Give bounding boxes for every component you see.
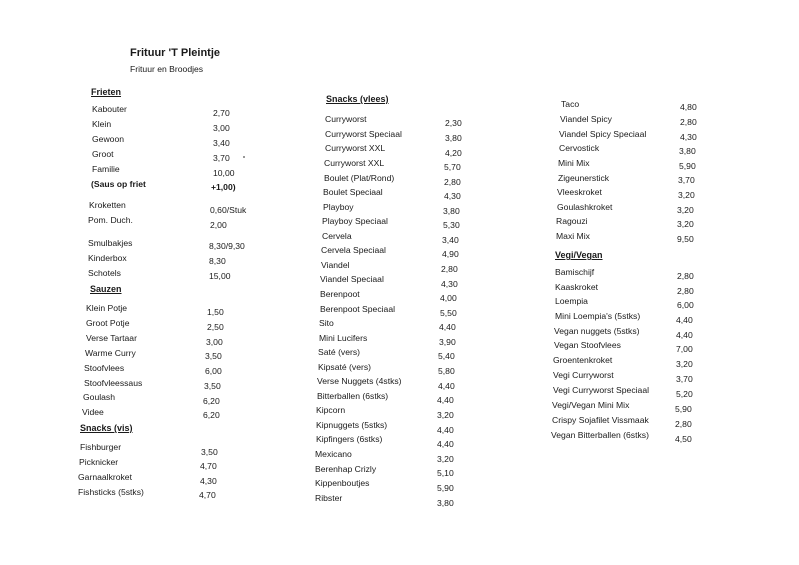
menu-item-price: 4,40 <box>437 439 454 449</box>
menu-item-price: 3,80 <box>679 146 696 156</box>
menu-item-price: 4,80 <box>680 102 697 112</box>
menu-item-price: 4,50 <box>675 434 692 444</box>
menu-item-name: Familie <box>92 164 120 174</box>
menu-item-price: 4,70 <box>199 490 216 500</box>
menu-item-name: Garnaalkroket <box>78 472 132 482</box>
menu-item-name: Ribster <box>315 493 343 503</box>
menu-item-name: Kippenboutjes <box>315 478 370 488</box>
menu-item-price: 3,00 <box>206 337 223 347</box>
menu-item-price: 3,20 <box>437 454 454 464</box>
menu-item-name: Gewoon <box>92 134 125 144</box>
section-heading-snacks-vis: Snacks (vis) <box>80 423 133 433</box>
menu-item-price: 4,40 <box>439 322 456 332</box>
menu-item-name: Bamischijf <box>555 267 595 277</box>
menu-item-name: Groot <box>92 149 114 159</box>
menu-item-price: 3,20 <box>677 205 694 215</box>
menu-item-price: 4,40 <box>437 395 454 405</box>
menu-item-price: 3,50 <box>201 447 218 457</box>
menu-item-name: Goulashkroket <box>557 202 613 212</box>
menu-item-price: 5,10 <box>437 468 454 478</box>
menu-item-price: 3,80 <box>443 206 460 216</box>
section-heading-snacks-vlees: Snacks (vlees) <box>326 94 389 104</box>
menu-item-price: 2,80 <box>441 264 458 274</box>
menu-item-price: 8,30 <box>209 256 226 266</box>
menu-item-price: 2,50 <box>207 322 224 332</box>
menu-item-name: Mini Mix <box>558 158 590 168</box>
menu-item-price: 2,30 <box>445 118 462 128</box>
menu-item-name: Fishburger <box>80 442 122 452</box>
menu-item-price: 2,00 <box>210 220 227 230</box>
menu-item-price: 4,40 <box>676 315 693 325</box>
menu-item-name: Kipfingers (6stks) <box>316 434 383 444</box>
menu-item-name: Loempia <box>555 296 588 306</box>
menu-item-name: Kipsaté (vers) <box>318 362 372 372</box>
menu-item-name: Curryworst XXL <box>325 143 386 153</box>
menu-item-price: 4,20 <box>445 148 462 158</box>
menu-item-price: 5,30 <box>443 220 460 230</box>
menu-item-name: Maxi Mix <box>556 231 590 241</box>
menu-item-name: Curryworst Speciaal <box>325 129 402 139</box>
menu-item-name: Cervela <box>322 231 352 241</box>
menu-item-name: Vegan Bitterballen (6stks) <box>551 430 649 440</box>
menu-item-price: 6,00 <box>205 366 222 376</box>
menu-item-price: 3,50 <box>204 381 221 391</box>
menu-item-price: 1,50 <box>207 307 224 317</box>
menu-item-name: Mini Lucifers <box>319 333 368 343</box>
menu-item-name: Kinderbox <box>88 253 127 263</box>
menu-item-name: Kipnuggets (5stks) <box>316 420 388 430</box>
menu-item-name: Curryworst XXL <box>324 158 385 168</box>
menu-item-price: 3,40 <box>442 235 459 245</box>
menu-item-name: Viandel <box>321 260 350 270</box>
menu-item-name: (Saus op friet <box>91 179 146 189</box>
menu-item-price: 3,90 <box>439 337 456 347</box>
menu-item-price: 3,70 <box>213 153 230 163</box>
menu-item-price: 5,90 <box>437 483 454 493</box>
menu-item-name: Kroketten <box>89 200 126 210</box>
menu-item-name: Mexicano <box>315 449 352 459</box>
menu-item-name: Klein <box>92 119 112 129</box>
menu-item-price: 5,90 <box>675 404 692 414</box>
menu-item-price: 4,40 <box>676 330 693 340</box>
menu-item-price: 2,80 <box>444 177 461 187</box>
menu-item-name: Saté (vers) <box>318 347 361 357</box>
menu-item-price: 6,00 <box>677 300 694 310</box>
menu-item-price: 3,20 <box>678 190 695 200</box>
menu-item-name: Boulet (Plat/Rond) <box>324 173 395 183</box>
menu-item-name: Mini Loempia's (5stks) <box>555 311 641 321</box>
menu-item-price: +1,00) <box>211 182 236 192</box>
menu-item-price: 9,50 <box>677 234 694 244</box>
menu-item-price: 6,20 <box>203 410 220 420</box>
menu-item-price: 3,40 <box>213 138 230 148</box>
menu-item-price: 2,80 <box>677 271 694 281</box>
menu-item-price: 4,30 <box>680 132 697 142</box>
section-heading-frieten: Frieten <box>91 87 122 97</box>
menu-item-price: 4,30 <box>444 191 461 201</box>
menu-item-name: Vleeskroket <box>557 187 602 197</box>
menu-item-name: Taco <box>561 99 580 109</box>
menu-item-name: Cervela Speciaal <box>321 245 386 255</box>
menu-item-name: Viandel Speciaal <box>320 274 384 284</box>
menu-item-price: 5,20 <box>676 389 693 399</box>
menu-item-price: 3,20 <box>676 359 693 369</box>
menu-item-price: 0,60/Stuk <box>210 205 247 215</box>
menu-item-price: 4,90 <box>442 249 459 259</box>
menu-item-price: 2,80 <box>677 286 694 296</box>
menu-item-name: Kaaskroket <box>555 282 598 292</box>
menu-item-price: 3,70 <box>678 175 695 185</box>
menu-item-price: 2,70 <box>213 108 230 118</box>
menu-item-name: Boulet Speciaal <box>323 187 383 197</box>
menu-item-name: Viandel Spicy <box>560 114 612 124</box>
menu-item-name: Viandel Spicy Speciaal <box>559 129 647 139</box>
menu-item-price: 5,50 <box>440 308 457 318</box>
menu-item-name: Verse Nuggets (4stks) <box>317 376 402 386</box>
menu-item-price: 3,00 <box>213 123 230 133</box>
page-title: Frituur 'T Pleintje <box>130 47 221 59</box>
menu-item-price: 2,80 <box>675 419 692 429</box>
menu-item-price: 3,50 <box>205 351 222 361</box>
menu-item-price: 7,00 <box>676 344 693 354</box>
scan-speck <box>243 156 245 158</box>
menu-item-price: 6,20 <box>203 396 220 406</box>
menu-item-name: Smulbakjes <box>88 238 133 248</box>
menu-item-name: Pom. Duch. <box>88 215 133 225</box>
menu-item-name: Sito <box>319 318 334 328</box>
menu-item-price: 4,30 <box>441 279 458 289</box>
menu-item-price: 3,20 <box>677 219 694 229</box>
menu-item-price: 5,80 <box>438 366 455 376</box>
menu-item-name: Fishsticks (5stks) <box>78 487 144 497</box>
menu-item-name: Groot Potje <box>86 318 130 328</box>
menu-item-price: 3,80 <box>437 498 454 508</box>
menu-item-name: Vegan Stoofvlees <box>554 340 621 350</box>
section-heading-vegi-vegan: Vegi/Vegan <box>555 250 603 260</box>
menu-item-price: 5,40 <box>438 351 455 361</box>
menu-item-price: 4,00 <box>440 293 457 303</box>
menu-item-name: Picknicker <box>79 457 119 467</box>
menu-item-price: 4,40 <box>438 381 455 391</box>
menu-item-price: 2,80 <box>680 117 697 127</box>
menu-item-name: Stoofvlees <box>84 363 125 373</box>
menu-item-price: 4,30 <box>200 476 217 486</box>
menu-item-name: Ragouzi <box>556 216 588 226</box>
menu-item-name: Berenpoot <box>320 289 360 299</box>
menu-item-name: Zigeunerstick <box>558 173 610 183</box>
section-heading-sauzen: Sauzen <box>90 284 122 294</box>
menu-item-price: 5,70 <box>444 162 461 172</box>
menu-item-name: Berenhap Crizly <box>315 464 377 474</box>
menu-item-name: Klein Potje <box>86 303 128 313</box>
menu-item-name: Crispy Sojafilet Vissmaak <box>552 415 649 425</box>
menu-item-name: Videe <box>82 407 104 417</box>
menu-item-price: 4,70 <box>200 461 217 471</box>
menu-item-name: Playboy <box>323 202 354 212</box>
menu-item-price: 3,20 <box>437 410 454 420</box>
menu-item-name: Goulash <box>83 392 116 402</box>
menu-item-name: Berenpoot Speciaal <box>320 304 396 314</box>
menu-item-name: Bitterballen (6stks) <box>317 391 389 401</box>
menu-item-name: Vegi/Vegan Mini Mix <box>552 400 630 410</box>
menu-item-price: 3,70 <box>676 374 693 384</box>
menu-item-name: Vegan nuggets (5stks) <box>554 326 640 336</box>
menu-item-price: 3,80 <box>445 133 462 143</box>
menu-item-price: 10,00 <box>213 168 235 178</box>
menu-item-name: Stoofvleessaus <box>84 378 143 388</box>
menu-item-name: Groentenkroket <box>553 355 613 365</box>
menu-item-price: 15,00 <box>209 271 231 281</box>
menu-item-name: Verse Tartaar <box>86 333 137 343</box>
menu-item-name: Vegi Curryworst Speciaal <box>553 385 650 395</box>
menu-item-price: 8,30/9,30 <box>209 241 245 251</box>
menu-item-name: Schotels <box>88 268 121 278</box>
menu-item-name: Curryworst <box>325 114 367 124</box>
menu-item-price: 5,90 <box>679 161 696 171</box>
menu-item-price: 4,40 <box>437 425 454 435</box>
menu-item-name: Cervostick <box>559 143 600 153</box>
menu-item-name: Kabouter <box>92 104 127 114</box>
menu-item-name: Kipcorn <box>316 405 346 415</box>
menu-item-name: Warme Curry <box>85 348 136 358</box>
menu-item-name: Vegi Curryworst <box>553 370 614 380</box>
menu-item-name: Playboy Speciaal <box>322 216 388 226</box>
page-subtitle: Frituur en Broodjes <box>130 64 204 74</box>
